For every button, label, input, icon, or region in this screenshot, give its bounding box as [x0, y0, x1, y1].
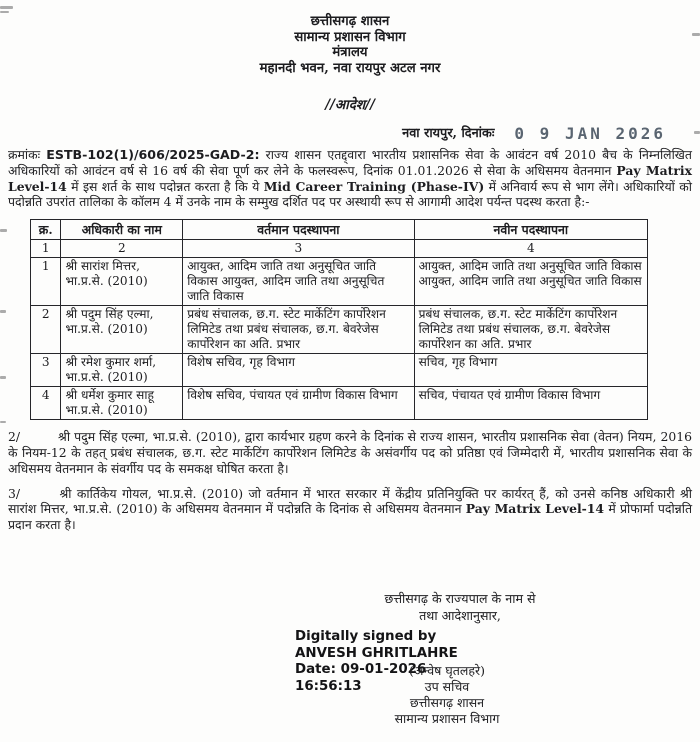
para3-number: 3/ [8, 485, 21, 501]
table-header-row [31, 220, 648, 240]
closing-authority [300, 590, 620, 624]
signature-time: 16:56:13 [295, 678, 362, 694]
para3-text-2: में प्रोफार्मा पदोन्नति प्रदान करता है। [8, 501, 693, 533]
scan-artifact [694, 131, 700, 134]
col-number: 1 [31, 240, 61, 258]
header-officer-name: अधिकारी का नाम [61, 220, 183, 240]
scan-artifact [0, 421, 6, 423]
table-row [31, 387, 648, 420]
row-sno: 1 [31, 258, 61, 306]
department-name: सामान्य प्रशासन विभाग [294, 29, 406, 45]
header-sno: क्र. [31, 220, 61, 240]
para2-number: 2/ [8, 429, 21, 445]
govt-name: छत्तीसगढ़ शासन [310, 14, 390, 29]
officer-name: श्री रमेश कुमार शर्मा, भा.प्र.से. (2010) [61, 354, 183, 387]
dateline [0, 126, 700, 142]
paragraph-2 [8, 429, 692, 476]
current-posting: विशेष सचिव, पंचायत एवं ग्रामीण विकास विभाग [183, 387, 414, 420]
officer-name: श्री सारांश मित्तर, भा.प्र.से. (2010) [61, 258, 183, 306]
current-posting: विशेष सचिव, गृह विभाग [183, 354, 414, 387]
para3-text-1: श्री कार्तिकेय गोयल, भा.प्र.से. (2010) जो वर्तमान में भारत सरकार में केंद्रीय प्रतिनियुक्ति पर कार्यरत् हैं, को उनसे कनिष्ठ अधिकारी श्री सारांश मित्तर, भा.प्र.से. (2010) के अधिसमय वेतनमान में पदोन्नति के दिनांक से अधिसमय वेतनमान [8, 485, 692, 517]
para2-text: श्री पदुम सिंह एल्मा, भा.प्र.से. (2010), द्वारा कार्यभार ग्रहण करने के दिनांक से राज्य शासन, भारतीय प्रशासनिक सेवा (वेतन) नियम, 2016 के नियम-12 के तहत् प्रबंध संचालक, छ.ग. स्टेट मार्केटिंग कार्पोरेशन लिमिटेड के असंवर्गीय पद को प्रतिष्ठा एवं जिम्मेदारी में, भारतीय प्रशासनिक सेवा के अधिसमय वेतनमान के संवर्गीय पद के समकक्ष घोषित करता है। [8, 429, 692, 476]
scan-artifact [0, 229, 7, 232]
new-posting: सचिव, पंचायत एवं ग्रामीण विकास विभाग [414, 387, 647, 420]
current-posting: आयुक्त, आदिम जाति तथा अनुसूचित जाति विकास आयुक्त, आदिम जाति तथा अनुसूचित जाति विकास [183, 258, 414, 306]
col-number: 2 [61, 240, 183, 258]
paragraph-1 [8, 147, 692, 210]
signatory-govt: छत्तीसगढ़ शासन [409, 695, 485, 710]
officer-name: श्री पदुम सिंह एल्मा, भा.प्र.से. (2010) [61, 306, 183, 354]
new-posting: सचिव, गृह विभाग [414, 354, 647, 387]
ref-prefix: क्रमांकः [8, 146, 41, 162]
date-stamp: 0 9 JAN 2026 [514, 124, 666, 144]
column-number-row [31, 240, 648, 258]
col-number: 4 [414, 240, 647, 258]
current-posting: प्रबंध संचालक, छ.ग. स्टेट मार्केटिंग कार्पोरेशन लिमिटेड तथा प्रबंध संचालक, छ.ग. बेवरेजेस कार्पोरेशन का अति. प्रभार [183, 306, 414, 354]
new-posting: आयुक्त, आदिम जाति तथा अनुसूचित जाति विकास आयुक्त, आदिम जाति तथा अनुसूचित जाति विकास [414, 258, 647, 306]
scan-artifact [0, 310, 6, 313]
officer-posting-table [30, 219, 648, 420]
signatory-name: (अन्वेष घृतलहरे) [409, 663, 485, 678]
row-sno: 3 [31, 354, 61, 387]
scan-artifact [0, 6, 13, 9]
by-order: तथा आदेशानुसार, [419, 608, 501, 623]
in-name-of-governor: छत्तीसगढ़ के राज्यपाल के नाम से [384, 591, 536, 606]
row-sno: 4 [31, 387, 61, 420]
table-row [31, 306, 648, 354]
signature-date: Date: 09-01-2026 [295, 662, 427, 677]
signer-name: ANVESH GHRITLAHRE [295, 645, 458, 661]
signatory-department: सामान्य प्रशासन विभाग [394, 711, 500, 726]
paragraph-3 [8, 486, 692, 533]
scan-artifact [692, 33, 700, 36]
pay-matrix-level: Pay Matrix Level-14 [8, 162, 692, 194]
header-new-posting: नवीन पदस्थापना [414, 220, 647, 240]
header-current-posting: वर्तमान पदस्थापना [183, 220, 414, 240]
scan-artifact [0, 11, 9, 13]
officer-name: श्री धर्मेश कुमार साहू भा.प्र.से. (2010) [61, 387, 183, 420]
pay-matrix-level: Pay Matrix Level-14 [465, 501, 605, 517]
para1-text-1: राज्य शासन एतद्द्वारा भारतीय प्रशासनिक सेवा के आवंटन वर्ष 2010 बैच के निम्नलिखित अधिकारियों को आवंटन वर्ष से 16 वर्ष की सेवा पूर्ण कर लेने के फलस्वरूप, दिनांक 01.01.2026 से सेवा के अधिसमय वेतनमान [8, 146, 692, 178]
signatory-designation: उप सचिव [424, 679, 470, 694]
ministry: मंत्रालय [332, 45, 368, 61]
scan-artifact [0, 376, 6, 379]
table-row [31, 354, 648, 387]
letterhead [0, 0, 700, 76]
place-date-label: नवा रायपुर, दिनांकः [402, 126, 495, 142]
digitally-signed-by: Digitally signed by [295, 629, 437, 644]
address-line: महानदी भवन, नवा रायपुर अटल नगर [259, 60, 441, 76]
col-number: 3 [183, 240, 414, 258]
para1-text-3: में अनिवार्य रूप से भाग लेंगे। अधिकारियों को पदोन्नति उपरांत तालिका के कॉलम 4 में उनके नाम के सम्मुख दर्शित पद पर अस्थायी रूप से आगामी आदेश पर्यन्त पदस्थ करता है:- [8, 178, 692, 210]
reference-number: ESTB-102(1)/606/2025-GAD-2: [46, 146, 260, 162]
order-title: //आदेश// [325, 97, 375, 114]
training-phase: Mid Career Training (Phase-IV) [263, 178, 485, 194]
row-sno: 2 [31, 306, 61, 354]
para1-text-2: में इस शर्त के साथ पदोन्नत करता है कि ये [71, 178, 260, 194]
signatory-block [332, 663, 562, 727]
new-posting: प्रबंध संचालक, छ.ग. स्टेट मार्केटिंग कार्पोरेशन लिमिटेड तथा प्रबंध संचालक, छ.ग. बेवरेजेस कार्पोरेशन का अति. प्रभार [414, 306, 647, 354]
table-row [31, 258, 648, 306]
